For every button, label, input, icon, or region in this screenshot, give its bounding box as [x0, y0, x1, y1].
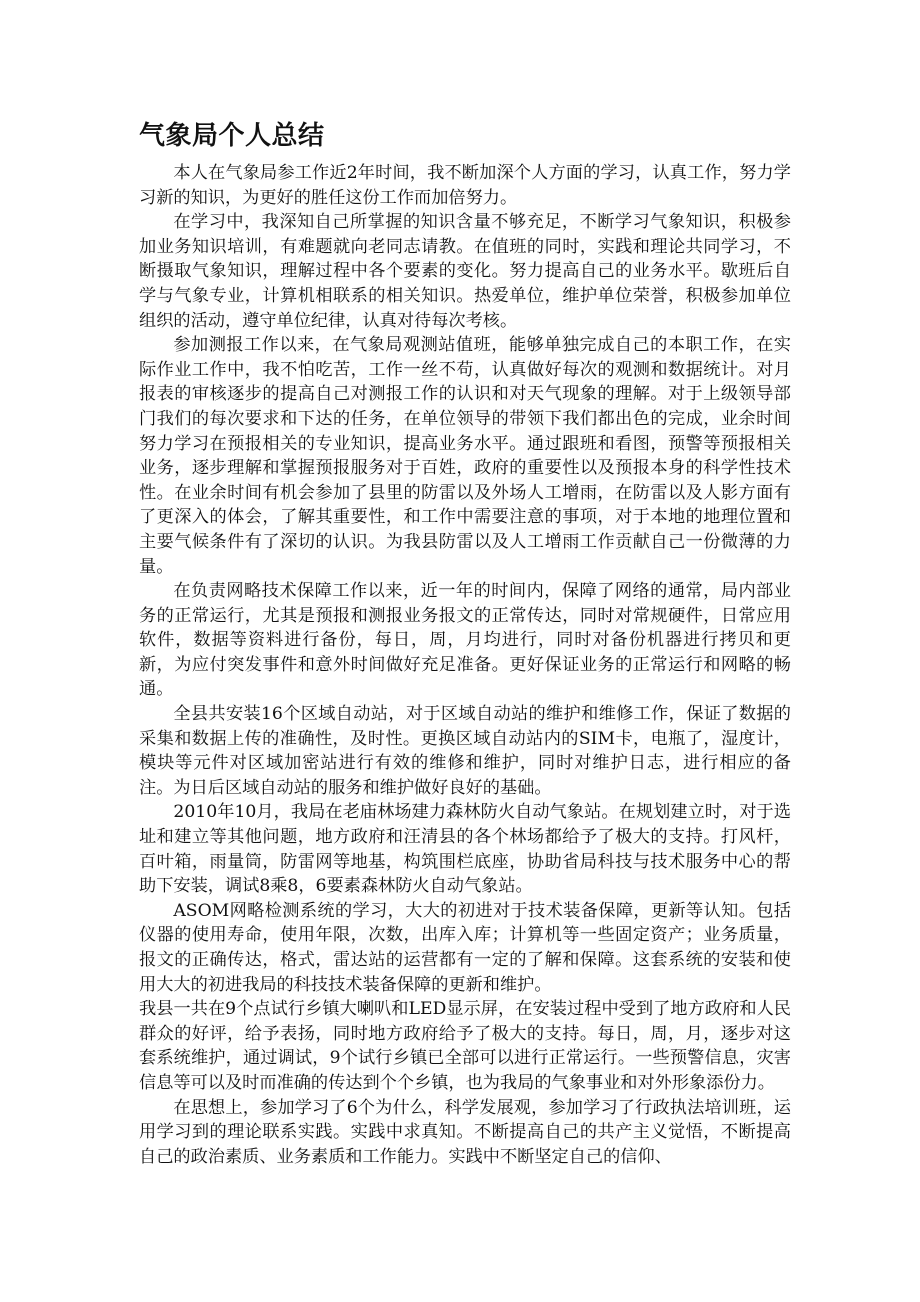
paragraph-led-broadcast: 我县一共在9个点试行乡镇大喇叭和LED显示屏，在安装过程中受到了地方政府和人民群众的好评，给予表扬，同时地方政府给予了极大的支持。每日，周，月，逐步对这套系统维护，通过调试，9个试行乡镇已全部可以进行正常运行。一些预警信息，灾害信息等可以及时而准确的传达到个个乡镇，也为我局的气象事业和对外形象添份力。	[139, 999, 791, 1093]
paragraph-study-summary: 本人在气象局参工作近2年时间，我不断加深个人方面的学习，认真工作，努力学习新的知识，为更好的胜任这份工作而加倍努力。	[139, 163, 791, 208]
paragraph-regional-stations: 全县共安装16个区域自动站，对于区域自动站的维护和维修工作，保证了数据的采集和数据上传的准确性，及时性。更换区域自动站内的SIM卡，电瓶了，湿度计，模块等元件对区域加密站进行有效的维修和维护，同时对维护日志，进行相应的备注。为日后区域自动站的服务和维护做好良好的基础。	[139, 704, 791, 798]
paragraph-network-support: 在负责网略技术保障工作以来，近一年的时间内，保障了网络的通常，局内部业务的正常运行，尤其是预报和测报业务报文的正常传达，同时对常规硬件，日常应用软件，数据等资料进行备份，每日，周，月均进行，同时对备份机器进行拷贝和更新，为应付突发事件和意外时间做好充足准备。更好保证业务的正常运行和网略的畅通。	[139, 581, 791, 700]
paragraph-asom-system: ASOM网略检测系统的学习，大大的初进对于技术装备保障，更新等认知。包括仪器的使用寿命，使用年限，次数，出库入库；计算机等一些固定资产；业务质量，报文的正确传达，格式，雷达站的运营都有一定的了解和保障。这套系统的安装和使用大大的初进我局的科技技术装备保障的更新和维护。	[139, 900, 791, 995]
document-title: 气象局个人总结	[139, 121, 325, 151]
paragraph-observation-work: 参加测报工作以来，在气象局观测站值班，能够单独完成自己的本职工作，在实际作业工作中，我不怕吃苦，工作一丝不苟，认真做好每次的观测和数据统计。对月报表的审核逐步的提高自己对测报工作的认识和对天气现象的理解。对于上级领导部门我们的每次要求和下达的任务，在单位领导的带领下我们都出色的完成，业余时间努力学习在预报相关的专业知识，提高业务水平。通过跟班和看图，预警等预报相关业务，逐步理解和掌握预报服务对于百姓，政府的重要性以及预报本身的科学性技术性。在业余时间有机会参加了县里的防雷以及外场人工增雨，在防雷以及人影方面有了更深入的体会，了解其重要性，和工作中需要注意的事项，对于本地的地理位置和主要气候条件有了深切的认识。为我县防雷以及人工增雨工作贡献自己一份微薄的力量。	[139, 335, 791, 577]
paragraph-forest-fire-station: 2010年10月，我局在老庙林场建力森林防火自动气象站。在规划建立时，对于选址和建立等其他问题，地方政府和汪清县的各个林场都给予了极大的支持。打风杆，百叶箱，雨量筒，防雷网等地基，构筑围栏底座，协助省局科技与技术服务中心的帮助下安装，调试8乘8，6要素森林防火自动气象站。	[139, 802, 791, 897]
paragraph-learning: 在学习中，我深知自己所掌握的知识含量不够充足，不断学习气象知识，积极参加业务知识培训，有难题就向老同志请教。在值班的同时，实践和理论共同学习，不断摄取气象知识，理解过程中各个要素的变化。努力提高自己的业务水平。歇班后自学与气象专业，计算机相联系的相关知识。热爱单位，维护单位荣誉，积极参加单位组织的活动，遵守单位纪律，认真对待每次考核。	[139, 212, 791, 331]
paragraph-ideology: 在思想上，参加学习了6个为什么，科学发展观，参加学习了行政执法培训班，运用学习到的理论联系实践。实践中求真知。不断提高自己的共产主义觉悟，不断提高自己的政治素质、业务素质和工作能力。实践中不断坚定自己的信仰、	[139, 1097, 791, 1167]
document-body	[139, 121, 791, 1169]
